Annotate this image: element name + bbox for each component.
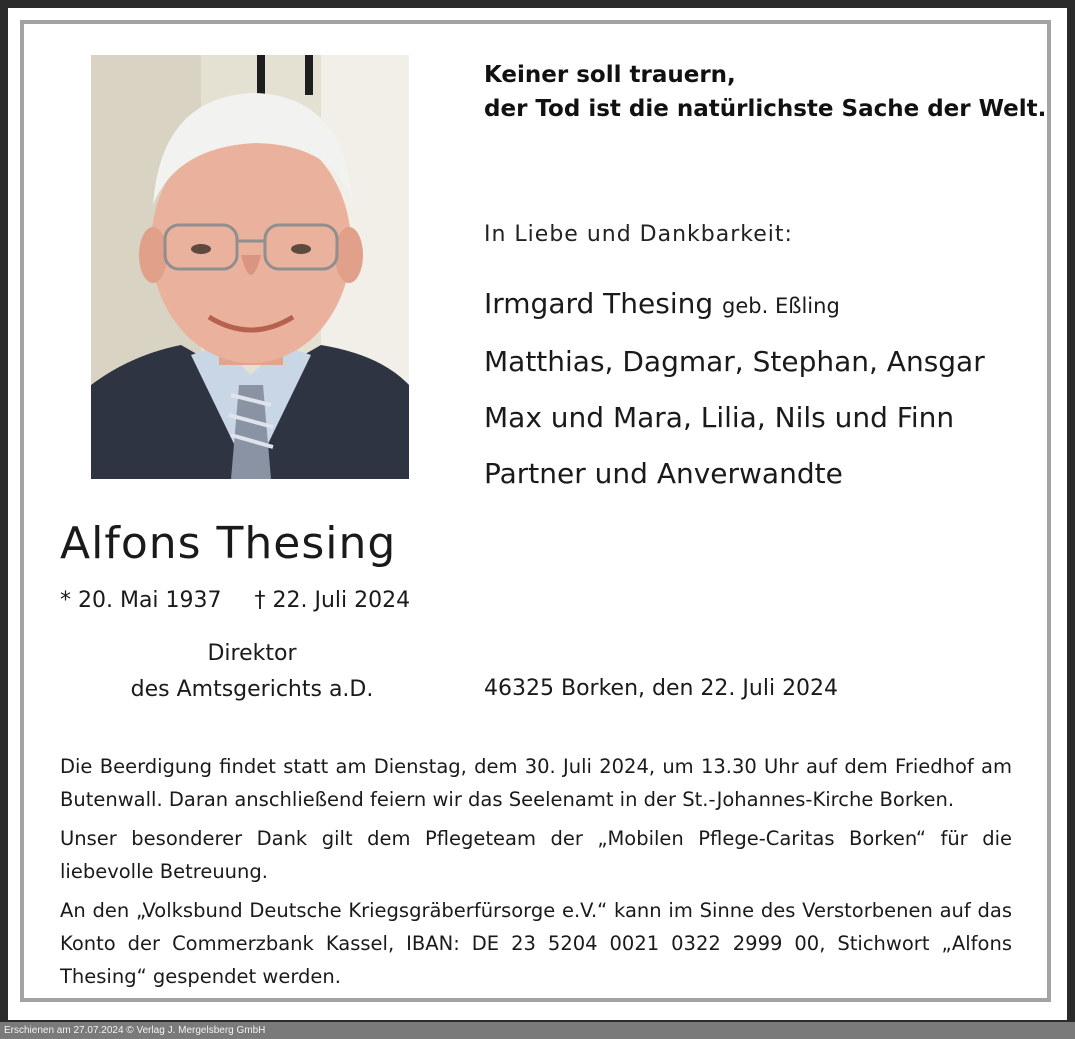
funeral-details-paragraph: Die Beerdigung findet statt am Dienstag, dem 30. Juli 2024, um 13.30 Uhr auf dem Friedhof am Butenwall. Daran anschließend feiern wir das Seelenamt in der St.-Johannes-Kirche Borken. (60, 755, 1012, 811)
donation-paragraph: An den „Volksbund Deutsche Kriegsgräberfürsorge e.V.“ kann im Sinne des Verstorbenen auf das Konto der Commerzbank Kassel, IBAN: DE 23 5204 0021 0322 2999 00, Stichwort „Alfons Thesing“ gespendet werden. (60, 899, 1012, 988)
publication-footer: Erschienen am 27.07.2024 © Verlag J. Mergelsberg GmbH (0, 1022, 1075, 1039)
portrait-photo (91, 55, 409, 479)
birth-date: * 20. Mai 1937 (60, 588, 222, 613)
motto-line: Keiner soll trauern, (484, 62, 736, 88)
notice-body (60, 750, 1012, 999)
place-and-date: 46325 Borken, den 22. Juli 2024 (484, 676, 839, 701)
thanks-heading: In Liebe und Dankbarkeit: (484, 222, 793, 247)
thanks-paragraph: Unser besonderer Dank gilt dem Pflegeteam der „Mobilen Pflege-Caritas Borken“ für die liebevolle Betreuung. (60, 827, 1012, 883)
family-relatives: Partner und Anverwandte (484, 457, 843, 490)
motto (484, 58, 1046, 126)
family-grandchildren: Max und Mara, Lilia, Nils und Finn (484, 401, 955, 434)
deceased-title (60, 636, 444, 708)
family-spouse (484, 276, 985, 334)
family-list (484, 276, 985, 502)
title-line: des Amtsgerichts a.D. (130, 677, 374, 702)
spouse-maiden-name: geb. Eßling (722, 294, 840, 318)
deceased-name: Alfons Thesing (60, 518, 397, 569)
spouse-name: Irmgard Thesing (484, 287, 714, 320)
title-line: Direktor (207, 641, 297, 666)
family-children: Matthias, Dagmar, Stephan, Ansgar (484, 345, 985, 378)
portrait-illustration (91, 55, 409, 479)
obituary-notice (8, 8, 1067, 1020)
motto-line: der Tod ist die natürlichste Sache der Welt. (484, 96, 1047, 122)
death-date: † 22. Juli 2024 (254, 588, 411, 613)
life-dates (60, 588, 410, 613)
